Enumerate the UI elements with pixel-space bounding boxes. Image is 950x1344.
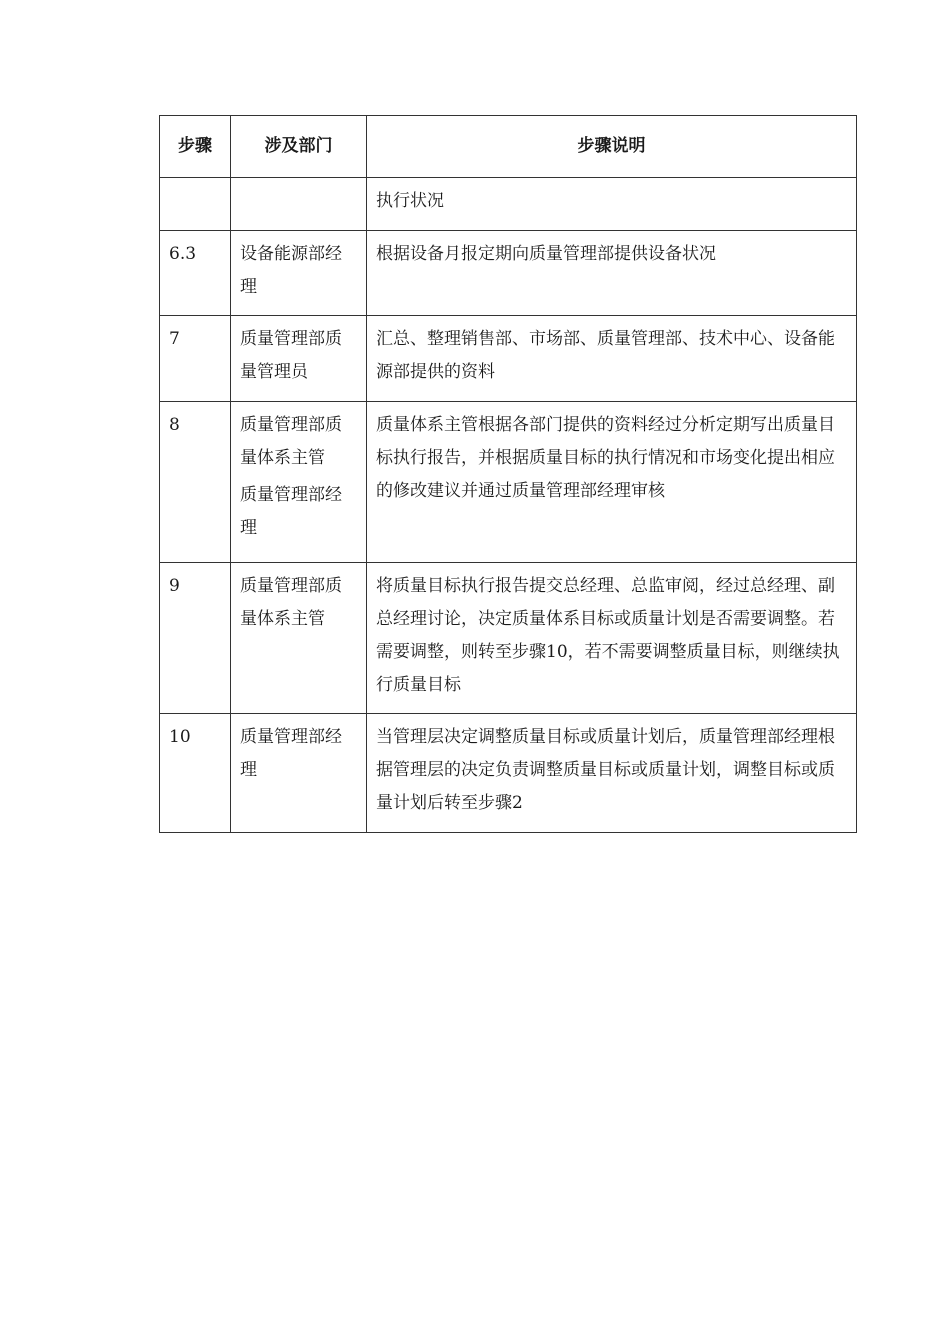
- table-header-row: [160, 116, 857, 178]
- procedure-steps-table: [159, 115, 857, 833]
- department-cell: [231, 178, 367, 231]
- department-cell: [231, 231, 367, 316]
- step-cell: [160, 316, 231, 402]
- step-description: 质量体系主管根据各部门提供的资料经过分析定期写出质量目标执行报告，并根据质量目标的执行情况和市场变化提出相应的修改建议并通过质量管理部经理审核: [376, 415, 835, 501]
- step-description: 将质量目标执行报告提交总经理、总监审阅，经过总经理、副总经理讨论，决定质量体系目标或质量计划是否需要调整。若需要调整，则转至步骤10，若不需要调整质量目标，则继续执行质量目标: [376, 576, 840, 695]
- department-cell: [231, 714, 367, 833]
- description-cell: [367, 714, 857, 833]
- department-cell: [231, 316, 367, 402]
- step-number: 6.3: [169, 244, 197, 264]
- step-cell: [160, 714, 231, 833]
- department-name: 质量管理部质量管理员: [240, 329, 342, 382]
- step-description: 执行状况: [376, 191, 444, 211]
- step-number: 10: [169, 727, 191, 747]
- table-row: [160, 178, 857, 231]
- department-name: 设备能源部经理: [240, 244, 342, 297]
- step-cell: [160, 231, 231, 316]
- step-description: 根据设备月报定期向质量管理部提供设备状况: [376, 244, 716, 264]
- department-name: 质量管理部经理: [240, 485, 342, 538]
- step-cell: [160, 178, 231, 231]
- step-number: 9: [169, 576, 180, 596]
- table-row: [160, 714, 857, 833]
- header-step: 步骤: [160, 116, 231, 178]
- department-name: 质量管理部经理: [240, 727, 342, 780]
- table-row: [160, 563, 857, 714]
- step-description: 汇总、整理销售部、市场部、质量管理部、技术中心、设备能源部提供的资料: [376, 329, 835, 382]
- description-cell: [367, 231, 857, 316]
- department-cell: [231, 402, 367, 563]
- description-cell: [367, 316, 857, 402]
- description-cell: [367, 402, 857, 563]
- step-cell: [160, 563, 231, 714]
- step-description: 当管理层决定调整质量目标或质量计划后，质量管理部经理根据管理层的决定负责调整质量目标或质量计划，调整目标或质量计划后转至步骤2: [376, 727, 835, 813]
- department-cell: [231, 563, 367, 714]
- step-cell: [160, 402, 231, 563]
- table-row: [160, 231, 857, 316]
- description-cell: [367, 178, 857, 231]
- department-name: 质量管理部质量体系主管: [240, 415, 342, 468]
- department-name: 质量管理部质量体系主管: [240, 576, 342, 629]
- table-row: [160, 402, 857, 563]
- table-row: [160, 316, 857, 402]
- header-department: 涉及部门: [231, 116, 367, 178]
- step-number: [160, 178, 230, 195]
- description-cell: [367, 563, 857, 714]
- header-description: 步骤说明: [367, 116, 857, 178]
- step-number: 7: [169, 329, 180, 349]
- step-number: 8: [169, 415, 180, 435]
